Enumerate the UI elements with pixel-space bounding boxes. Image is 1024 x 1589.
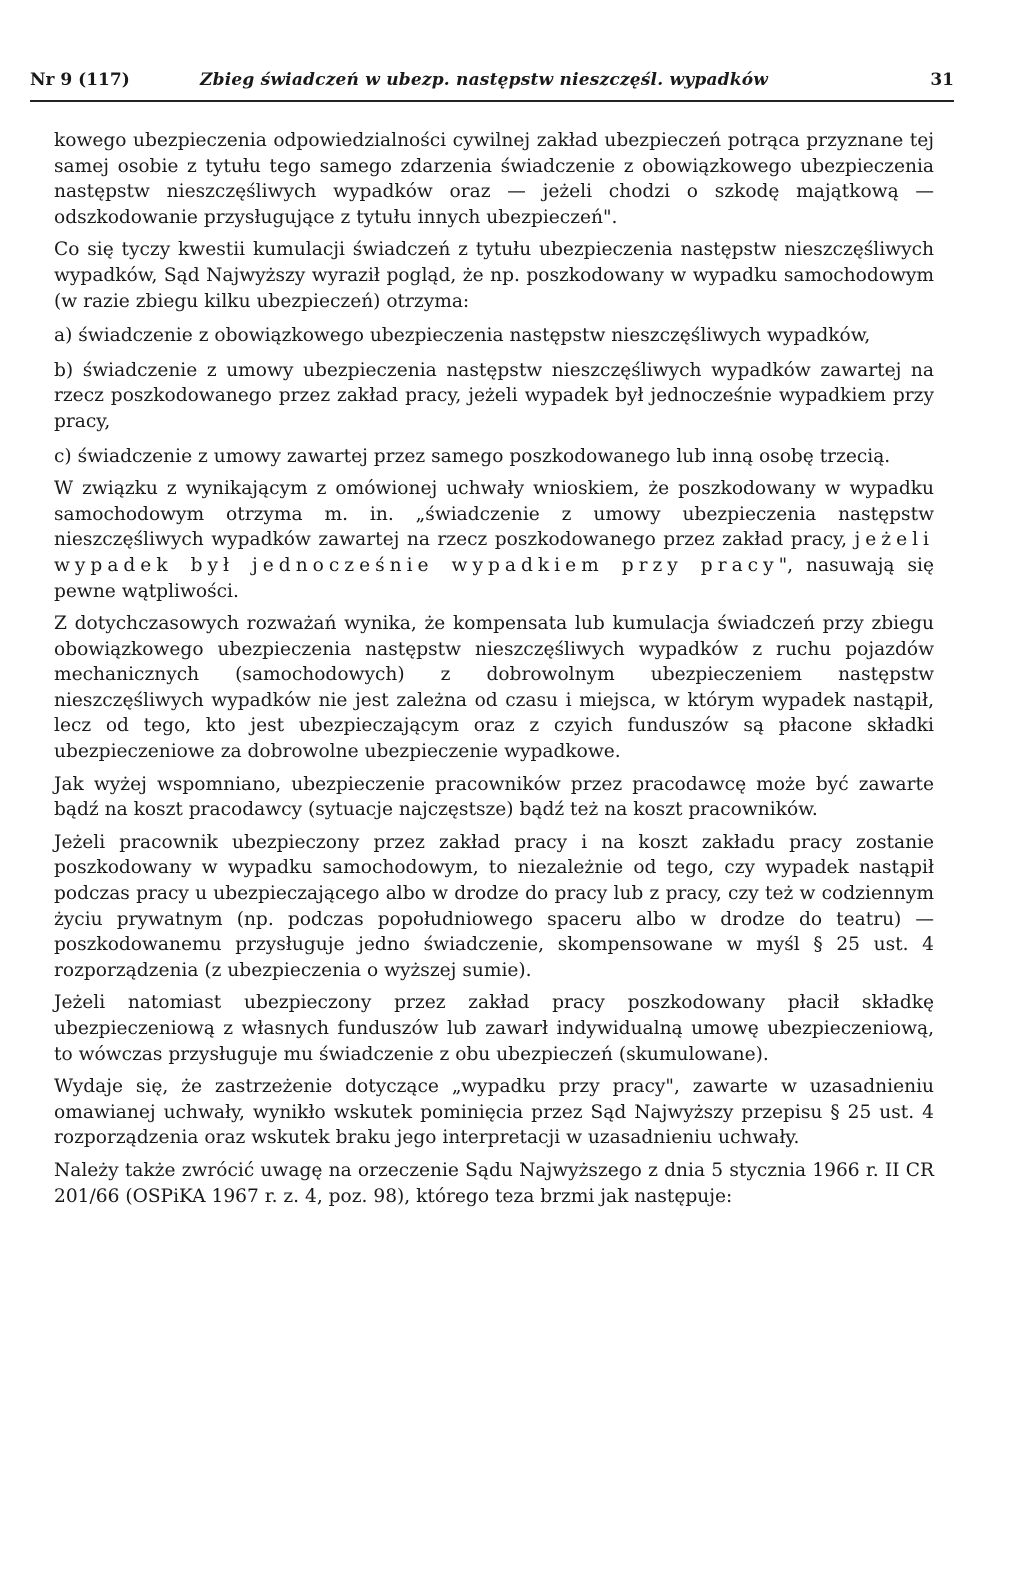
paragraph-3-emphasis: jeżeli wypadek był jednocześnie wypadkiem przy pracy xyxy=(54,529,934,576)
paragraph-6: Jeżeli pracownik ubezpieczony przez zakład pracy i na koszt zakładu pracy zostanie poszkodowany w wypadku samochodowym, to niezależnie od tego, czy wypadek nastąpił podczas pracy u ubezpieczającego albo w drodze do pracy lub z pracy, czy też w codziennym życiu prywatnym (np. podczas popołudniowego spaceru albo w drodze do teatru) — poszkodowanemu przysługuje jedno świadczenie, skompensowane w myśl § 25 ust. 4 rozporządzenia (z ubezpieczenia o wyższej sumie). xyxy=(54,831,934,981)
paragraph-3 xyxy=(54,476,934,604)
enumerated-list xyxy=(54,323,934,469)
paragraph-5: Jak wyżej wspomniano, ubezpieczenie pracowników przez pracodawcę może być zawarte bądź na koszt pracodawcy (sytuacje najczęstsze) bądź też na koszt pracowników. xyxy=(54,773,934,821)
paragraph-8: Wydaje się, że zastrzeżenie dotyczące „wypadku przy pracy", zawarte w uzasadnieniu omawianej uchwały, wynikło wskutek pominięcia przez Sąd Najwyższy przepisu § 25 ust. 4 rozporządzenia oraz wskutek braku jego interpretacji w uzasadnieniu uchwały. xyxy=(54,1076,934,1149)
paragraph-3-end: ", nasuwają się pewne wątpliwości. xyxy=(54,554,934,602)
paragraph-3-start: W związku z wynikającym z omówionej uchwały wnioskiem, że poszkodowany w wypadku samochodowym otrzyma m. in. „świadczenie z umowy ubezpieczenia następstw nieszczęśliwych wypadków zawartej na rzecz poszkodowanego przez zakład pracy, xyxy=(54,478,934,551)
list-item-c: c) świadczenie z umowy zawartej przez samego poszkodowanego lub inną osobę trzecią. xyxy=(54,445,891,467)
running-header xyxy=(30,66,954,102)
paragraph-4: Z dotychczasowych rozważań wynika, że kompensata lub kumulacja świadczeń przy zbiegu obowiązkowego ubezpieczenia następstw nieszczęśliwych wypadków z ruchu pojazdów mechanicznych (samochodowych) z dobrowolnym ubezpieczeniem następstw nieszczęśliwych wypadków nie jest zależna od czasu i miejsca, w którym wypadek nastąpił, lecz od tego, kto jest ubezpieczającym oraz z czyich funduszów są płacone składki ubezpieczeniowe za dobrowolne ubezpieczenie wypadkowe. xyxy=(54,613,934,763)
page-number: 31 xyxy=(930,70,954,90)
list-item-b: b) świadczenie z umowy ubezpieczenia następstw nieszczęśliwych wypadków zawartej na rzecz poszkodowanego przez zakład pracy, jeżeli wypadek był jednocześnie wypadkiem przy pracy, xyxy=(54,359,934,432)
running-title: Zbieg świadczeń w ubezp. następstw nieszczęśl. wypadków xyxy=(200,70,769,90)
issue-number: Nr 9 (117) xyxy=(30,70,130,90)
paragraph-9: Należy także zwrócić uwagę na orzeczenie Sądu Najwyższego z dnia 5 stycznia 1966 r. II CR 201/66 (OSPiKA 1967 r. z. 4, poz. 98), którego teza brzmi jak następuje: xyxy=(54,1159,934,1207)
list-item-a: a) świadczenie z obowiązkowego ubezpieczenia następstw nieszczęśliwych wypadków, xyxy=(54,325,871,347)
paragraph-1: kowego ubezpieczenia odpowiedzialności cywilnej zakład ubezpieczeń potrąca przyznane tej samej osobie z tytułu tego samego zdarzenia świadczenie z obowiązkowego ubezpieczenia następstw nieszczęśliwych wypadków oraz — jeżeli chodzi o szkodę majątkową — odszkodowanie przysługujące z tytułu innych ubezpieczeń". xyxy=(54,130,934,228)
body-text xyxy=(54,128,934,1209)
paragraph-2: Co się tyczy kwestii kumulacji świadczeń z tytułu ubezpieczenia następstw nieszczęśliwych wypadków, Sąd Najwyższy wyraził pogląd, że np. poszkodowany w wypadku samochodowym (w razie zbiegu kilku ubezpieczeń) otrzyma: xyxy=(54,239,934,312)
paragraph-7: Jeżeli natomiast ubezpieczony przez zakład pracy poszkodowany płacił składkę ubezpieczeniową z własnych funduszów lub zawarł indywidualną umowę ubezpieczeniową, to wówczas przysługuje mu świadczenie z obu ubezpieczeń (skumulowane). xyxy=(54,992,934,1065)
